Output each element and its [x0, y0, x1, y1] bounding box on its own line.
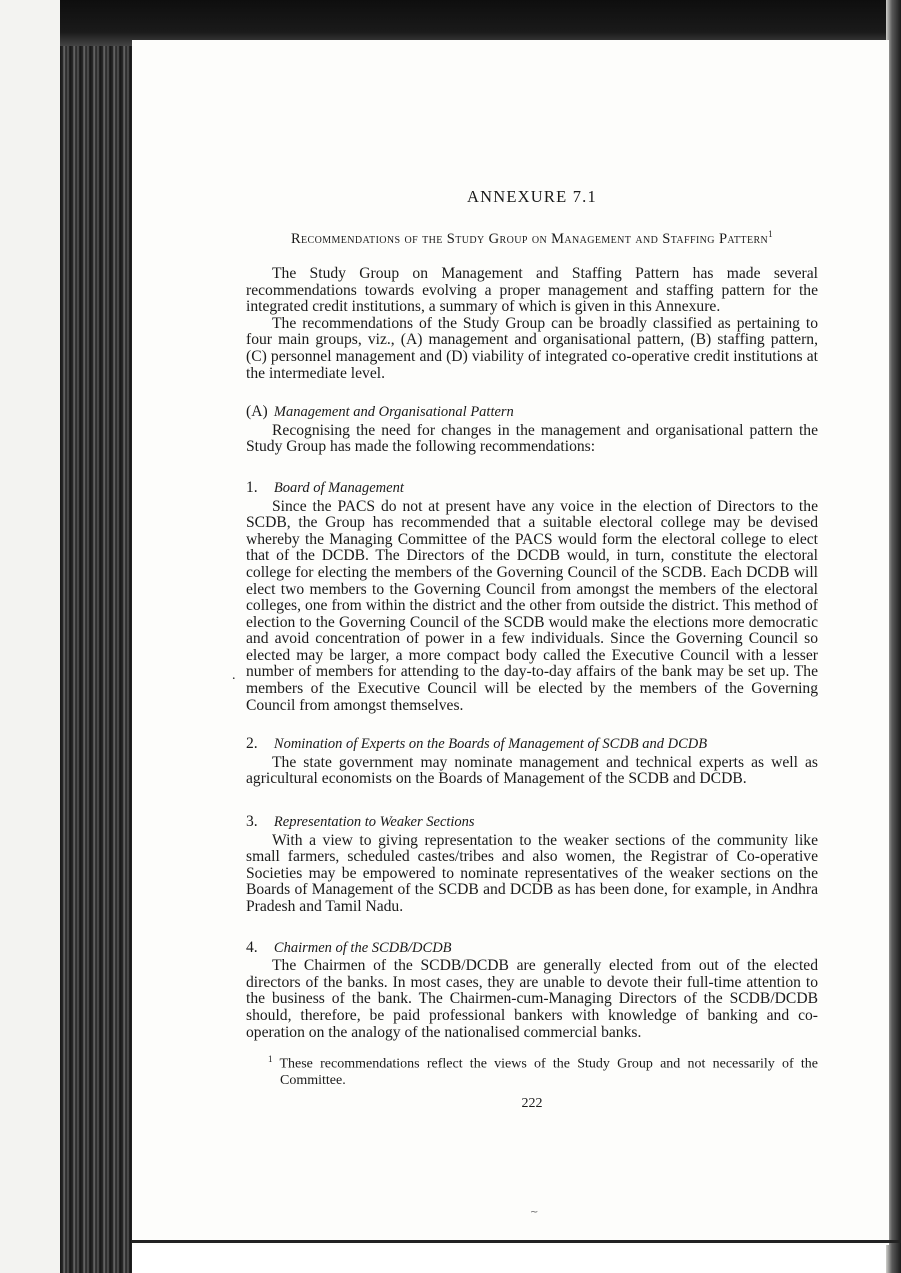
footnote-ref: 1: [768, 228, 774, 239]
page-number: 222: [521, 1095, 543, 1111]
item-4-title: Chairmen of the SCDB/DCDB: [273, 939, 452, 956]
section-a-paragraph: Recognising the need for changes in the management and organisational pattern the Study Group has made the following recommendations:: [246, 421, 818, 456]
intro-paragraph-1: The Study Group on Management and Staffing Pattern has made several recommendations towards evolving a proper management and staffing pattern for the integrated credit institutions, a summary of which is given in this Annexure.: [246, 265, 818, 316]
item-1-paragraph: Since the PACS do not at present have any voice in the election of Directors to the SCDB, the Group has recommended that a suitable electoral college may be devised whereby the Managing Committee of the PACS would form the electoral college to elect that of the DCDB. The Directors of the DCDB would, in turn, constitute the electoral college for electing the members of the Governing Council of the SCDB. Each DCDB will elect two members to the Governing Council from amongst the members of the electoral colleges, one from within the district and the other from outside the district. This method of election to the Governing Council of the SCDB would make the elections more democratic and avoid concentration of power in a few individuals. Since the Governing Council so elected may be larger, a more compact body called the Executive Council with a lesser number of members for attending to the day-to-day affairs of the bank may be set up. The members of the Executive Council will be elected by the members of the Governing Council from amongst themselves.: [246, 497, 818, 714]
section-a-title: Management and Organisational Pattern: [273, 404, 514, 421]
section-a-heading: [246, 404, 818, 421]
item-2-title: Nomination of Experts on the Boards of Management of SCDB and DCDB: [273, 736, 708, 753]
item-2-paragraph: The state government may nominate management and technical experts as well as agricultural economists on the Boards of Management of the SCDB and DCDB.: [246, 753, 818, 788]
document-body: [246, 189, 818, 1112]
item-3-number: 3.: [246, 813, 258, 831]
item-3-paragraph: With a view to giving representation to the weaker sections of the community like small farmers, scheduled castes/tribes and also women, the Registrar of Co-operative Societies may be empowered to nominate representatives of the weaker sections on the Boards of Management of the SCDB and DCDB as has been done, for example, in Andhra Pradesh and Tamil Nadu.: [246, 831, 818, 916]
recommendations-title-text: Recommendations of the Study Group on Management and Staffing Pattern: [290, 230, 769, 247]
item-2-heading: [246, 736, 818, 753]
item-4-number: 4.: [246, 938, 258, 956]
stray-mark: .: [232, 668, 236, 683]
footnote-mark: 1: [268, 1054, 273, 1065]
annexure-title: ANNEXURE 7.1: [467, 187, 597, 206]
item-4-heading: [246, 940, 818, 957]
footnote-text: These recommendations reflect the views of the Study Group and not necessarily of the Committee.: [279, 1056, 818, 1088]
book-spine-edge: [60, 0, 132, 1273]
item-1-title: Board of Management: [273, 479, 404, 496]
intro-paragraph-2: The recommendations of the Study Group can be broadly classified as pertaining to four main groups, viz., (A) management and organisational pattern, (B) staffing pattern, (C) personnel management and (D) viability of integrated co-operative credit institutions at the intermediate level.: [246, 314, 818, 382]
item-1-number: 1.: [246, 478, 258, 496]
item-1-heading: [246, 480, 818, 497]
scan-smudge: ~: [530, 1207, 539, 1218]
item-2-number: 2.: [246, 735, 258, 753]
recommendations-title: [246, 226, 818, 247]
footnote: [268, 1051, 818, 1089]
scan-bottom-shadow: [132, 1240, 901, 1243]
item-3-heading: [246, 814, 818, 831]
item-3-title: Representation to Weaker Sections: [273, 814, 475, 831]
section-a-label: (A): [246, 403, 268, 421]
scan-left-margin: [0, 0, 60, 1273]
item-4-paragraph: The Chairmen of the SCDB/DCDB are generally elected from out of the elected directors of the banks. In most cases, they are unable to devote their full-time attention to the business of the bank. The Chairmen-cum-Managing Directors of the SCDB/DCDB should, therefore, be paid professional bankers with knowledge of banking and co-operation on the analogy of the nationalised commercial banks.: [246, 957, 818, 1041]
